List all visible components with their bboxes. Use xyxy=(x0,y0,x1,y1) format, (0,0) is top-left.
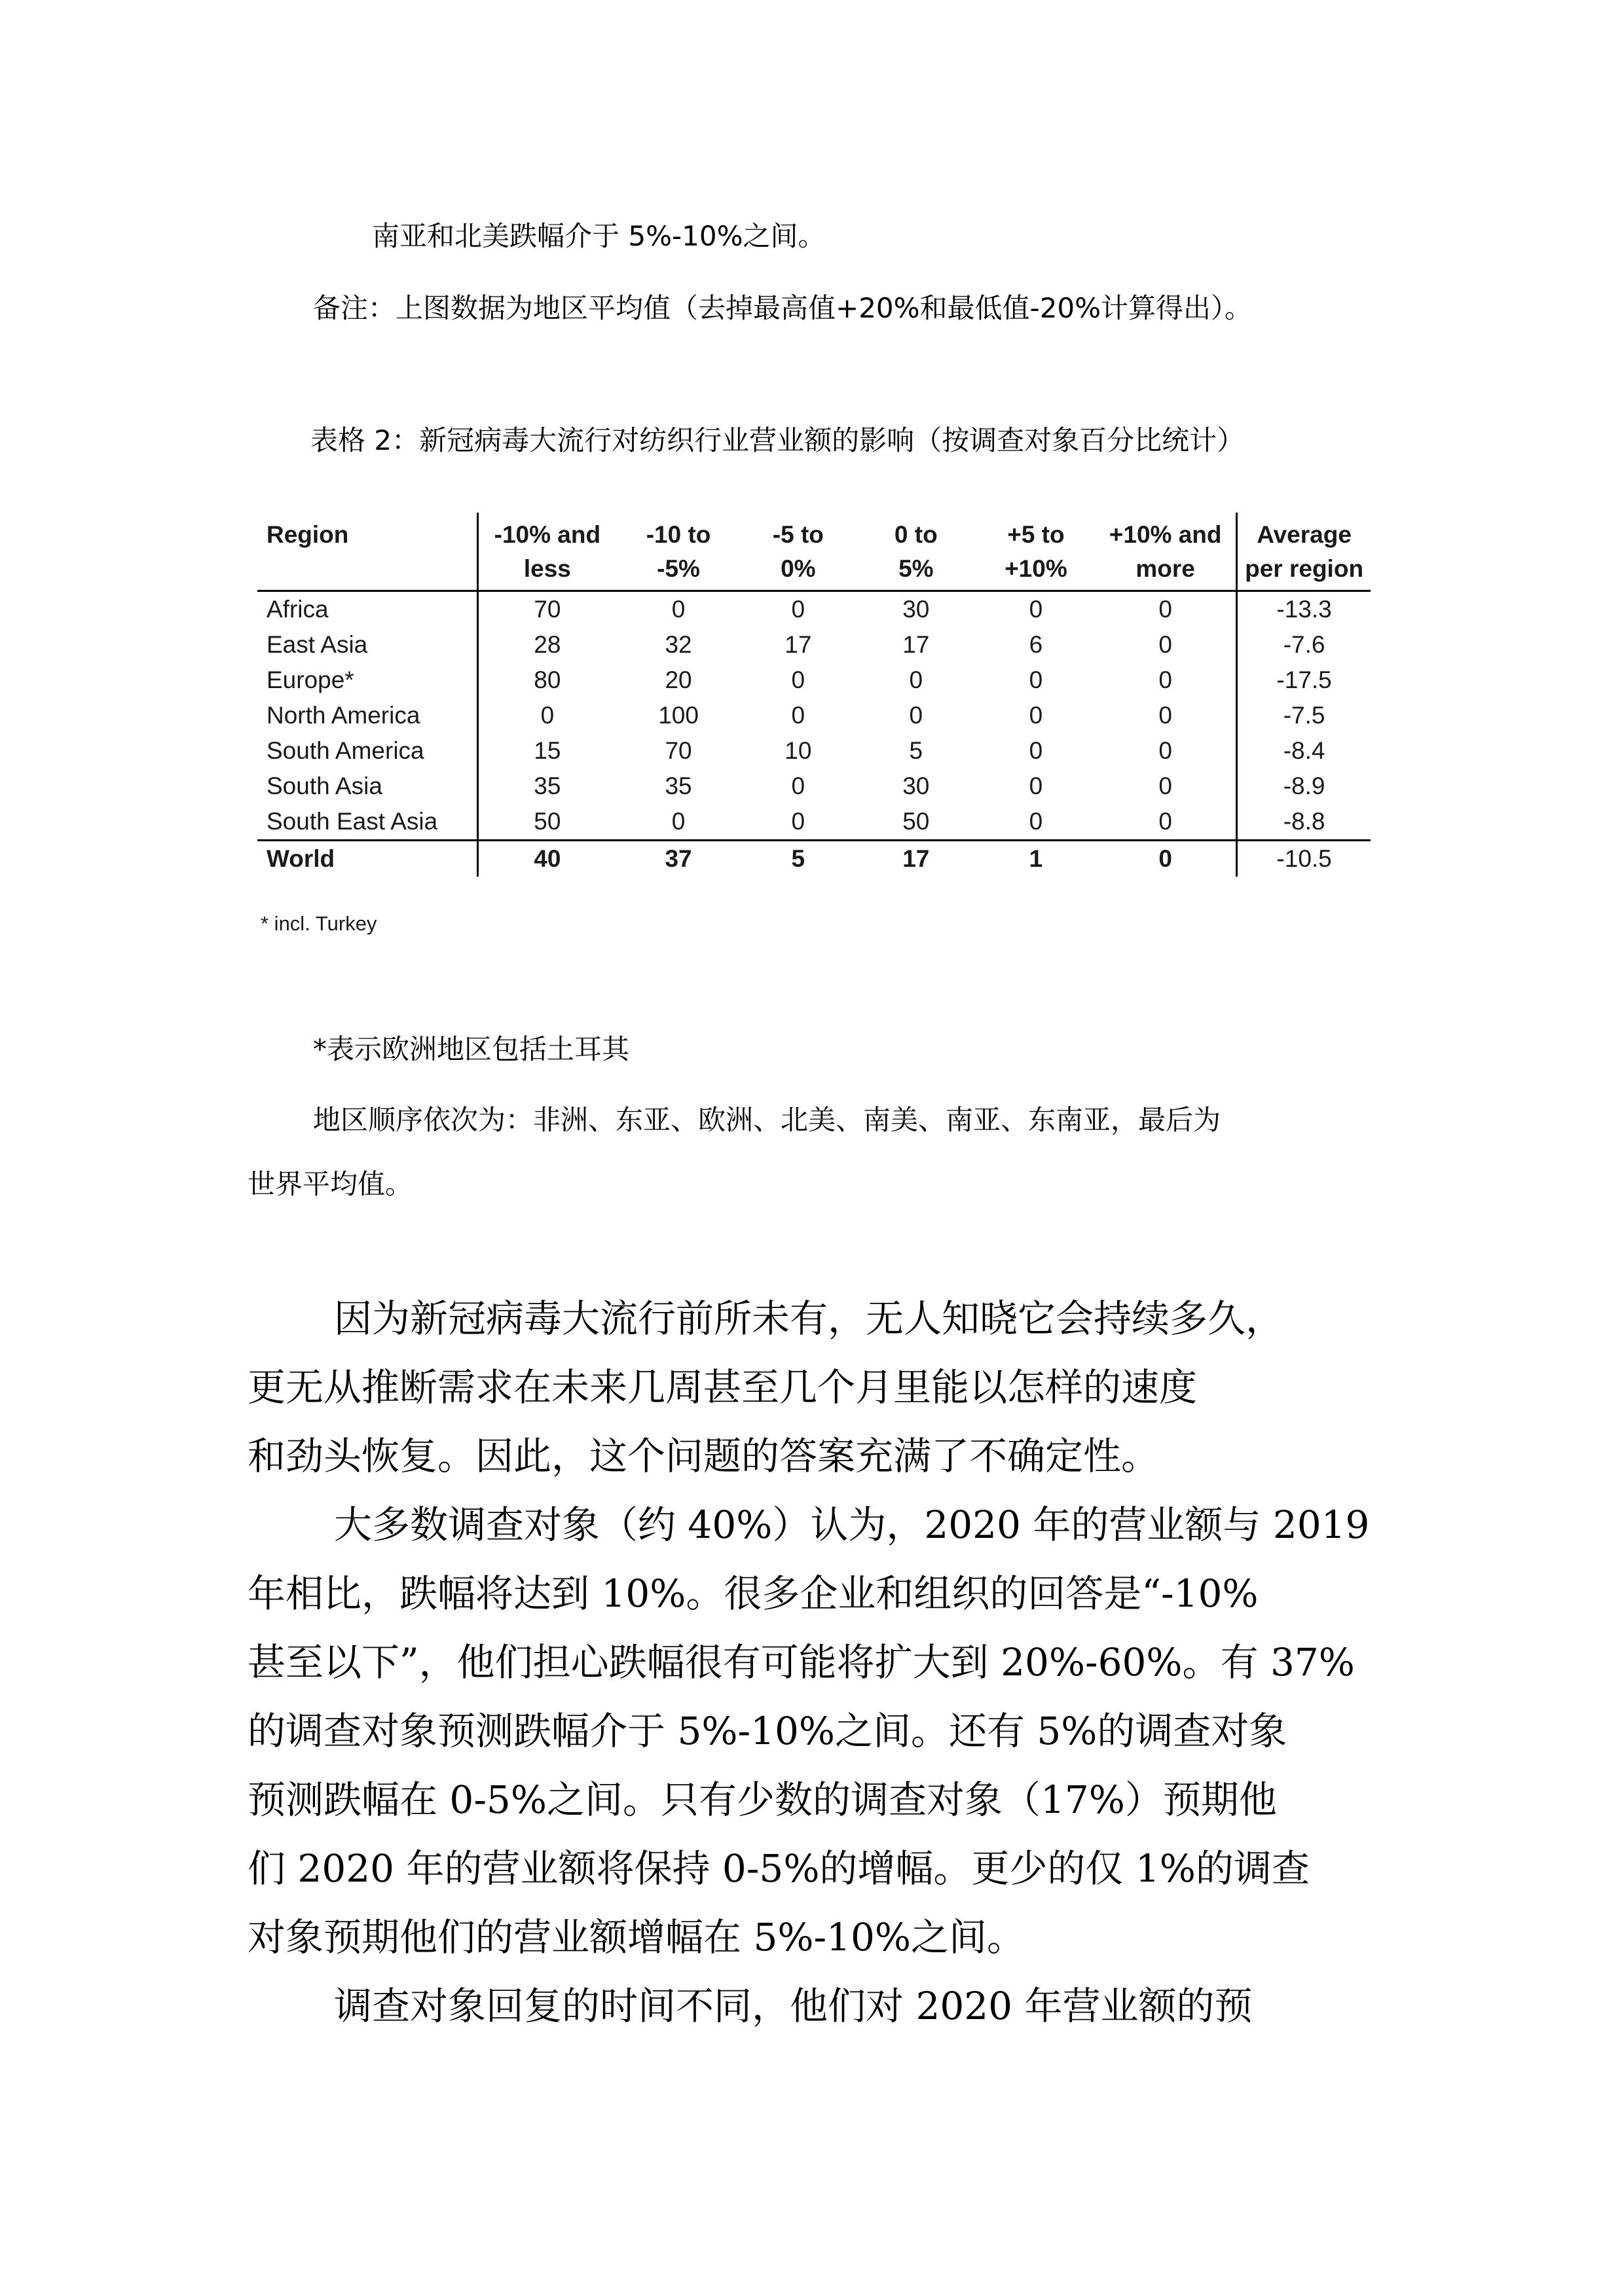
value-cell: 6 xyxy=(1029,631,1043,658)
value-cell: 37 xyxy=(616,841,741,877)
value-cell: 70 xyxy=(665,737,692,764)
body-line: 预测跌幅在 0-5%之间。只有少数的调查对象（17%）预期他 xyxy=(248,1777,1277,1822)
body-line: 对象预期他们的营业额增幅在 5%-10%之间。 xyxy=(248,1915,1025,1959)
table-row xyxy=(257,627,1371,663)
table-row xyxy=(257,663,1371,698)
value-cell: 0 xyxy=(1029,773,1043,799)
value-cell: 50 xyxy=(478,804,616,841)
value-cell: 1 xyxy=(977,841,1095,877)
value-cell: 0 xyxy=(791,666,805,693)
value-cell: 0 xyxy=(1029,666,1043,693)
average-cell: -8.9 xyxy=(1237,769,1371,804)
turnover-impact-table xyxy=(257,513,1371,877)
value-cell: 0 xyxy=(791,596,805,623)
region-cell: Europe* xyxy=(267,666,354,693)
header-minus10-to-minus5: -10 to -5% xyxy=(616,513,741,591)
body-line: 的调查对象预测跌幅介于 5%-10%之间。还有 5%的调查对象 xyxy=(248,1709,1287,1753)
header-plus5-to-plus10: +5 to +10% xyxy=(977,513,1095,591)
value-cell: 5 xyxy=(741,841,855,877)
body-line: 调查对象回复的时间不同，他们对 2020 年营业额的预 xyxy=(334,1984,1253,2028)
value-cell: 20 xyxy=(665,666,692,693)
region-cell: South Asia xyxy=(267,773,382,799)
value-cell: 100 xyxy=(658,702,699,729)
value-cell: 17 xyxy=(902,631,930,658)
value-cell: 0 xyxy=(1029,737,1043,764)
value-cell: 0 xyxy=(1095,841,1237,877)
region-cell: North America xyxy=(267,702,420,729)
note-line-5: 世界平均值。 xyxy=(248,1168,413,1200)
average-cell: -7.5 xyxy=(1237,698,1371,733)
body-line: 年相比，跌幅将达到 10%。很多企业和组织的回答是“-10% xyxy=(248,1571,1259,1616)
value-cell: 0 xyxy=(1158,737,1172,764)
average-cell: -17.5 xyxy=(1237,663,1371,698)
value-cell: 30 xyxy=(902,596,930,623)
body-line: 和劲头恢复。因此，这个问题的答案充满了不确定性。 xyxy=(248,1434,1160,1478)
table-row xyxy=(257,698,1371,733)
region-cell: East Asia xyxy=(267,631,368,658)
note-line-1: 南亚和北美跌幅介于 5%-10%之间。 xyxy=(372,220,826,252)
table-row xyxy=(257,591,1371,628)
table-footnote: * incl. Turkey xyxy=(261,912,377,935)
table-row xyxy=(257,804,1371,841)
value-cell: 0 xyxy=(671,596,686,623)
header-minus10-and-less: -10% and less xyxy=(478,513,616,591)
header-0-to-5: 0 to 5% xyxy=(855,513,977,591)
header-plus10-and-more: +10% and more xyxy=(1095,513,1237,591)
table-row xyxy=(257,769,1371,804)
value-cell: 10 xyxy=(784,737,812,764)
average-cell: -8.8 xyxy=(1237,804,1371,841)
value-cell: 0 xyxy=(791,702,805,729)
value-cell: 0 xyxy=(791,773,805,799)
value-cell: 0 xyxy=(1158,773,1172,799)
table-row xyxy=(257,733,1371,769)
value-cell: 35 xyxy=(665,773,692,799)
table-total-row xyxy=(257,841,1371,877)
value-cell: 0 xyxy=(478,698,616,733)
average-cell: -8.4 xyxy=(1237,733,1371,769)
value-cell: 50 xyxy=(902,808,930,835)
value-cell: 15 xyxy=(478,733,616,769)
average-cell: -7.6 xyxy=(1237,627,1371,663)
header-minus5-to-0: -5 to 0% xyxy=(741,513,855,591)
data-table xyxy=(257,513,1371,877)
value-cell: 17 xyxy=(855,841,977,877)
value-cell: 0 xyxy=(1158,808,1172,835)
value-cell: 30 xyxy=(902,773,930,799)
average-cell: -13.3 xyxy=(1237,591,1371,628)
value-cell: 0 xyxy=(909,666,923,693)
value-cell: 35 xyxy=(478,769,616,804)
value-cell: 5 xyxy=(909,737,923,764)
region-cell: World xyxy=(257,841,478,877)
value-cell: 80 xyxy=(478,663,616,698)
value-cell: 32 xyxy=(665,631,692,658)
region-cell: Africa xyxy=(267,596,329,623)
note-line-2: 备注：上图数据为地区平均值（去掉最高值+20%和最低值-20%计算得出）。 xyxy=(313,292,1253,324)
body-line: 甚至以下”，他们担心跌幅很有可能将扩大到 20%-60%。有 37% xyxy=(248,1640,1355,1685)
note-line-3: *表示欧洲地区包括土耳其 xyxy=(313,1033,630,1065)
average-cell: -10.5 xyxy=(1237,841,1371,877)
value-cell: 0 xyxy=(1158,596,1172,623)
note-line-4: 地区顺序依次为：非洲、东亚、欧洲、北美、南美、南亚、东南亚，最后为 xyxy=(313,1104,1221,1136)
region-cell: South America xyxy=(267,737,424,764)
value-cell: 28 xyxy=(478,627,616,663)
body-line: 们 2020 年的营业额将保持 0-5%的增幅。更少的仅 1%的调查 xyxy=(248,1846,1310,1891)
value-cell: 40 xyxy=(478,841,616,877)
value-cell: 0 xyxy=(1029,702,1043,729)
value-cell: 0 xyxy=(1158,631,1172,658)
value-cell: 17 xyxy=(784,631,812,658)
region-cell: South East Asia xyxy=(267,808,438,835)
header-average-per-region: Average per region xyxy=(1237,513,1371,591)
body-line: 因为新冠病毒大流行前所未有，无人知晓它会持续多久， xyxy=(334,1296,1284,1341)
table-caption: 表格 2：新冠病毒大流行对纺织行业营业额的影响（按调查对象百分比统计） xyxy=(310,424,1245,456)
value-cell: 0 xyxy=(1029,596,1043,623)
value-cell: 0 xyxy=(791,808,805,835)
value-cell: 70 xyxy=(478,591,616,628)
table-header-row xyxy=(257,513,1371,591)
value-cell: 0 xyxy=(909,702,923,729)
body-line: 大多数调查对象（约 40%）认为，2020 年的营业额与 2019 xyxy=(334,1503,1370,1547)
value-cell: 0 xyxy=(671,808,686,835)
body-line: 更无从推断需求在未来几周甚至几个月里能以怎样的速度 xyxy=(248,1365,1198,1410)
value-cell: 0 xyxy=(1158,666,1172,693)
value-cell: 0 xyxy=(1158,702,1172,729)
value-cell: 0 xyxy=(1029,808,1043,835)
header-region: Region xyxy=(257,513,478,591)
